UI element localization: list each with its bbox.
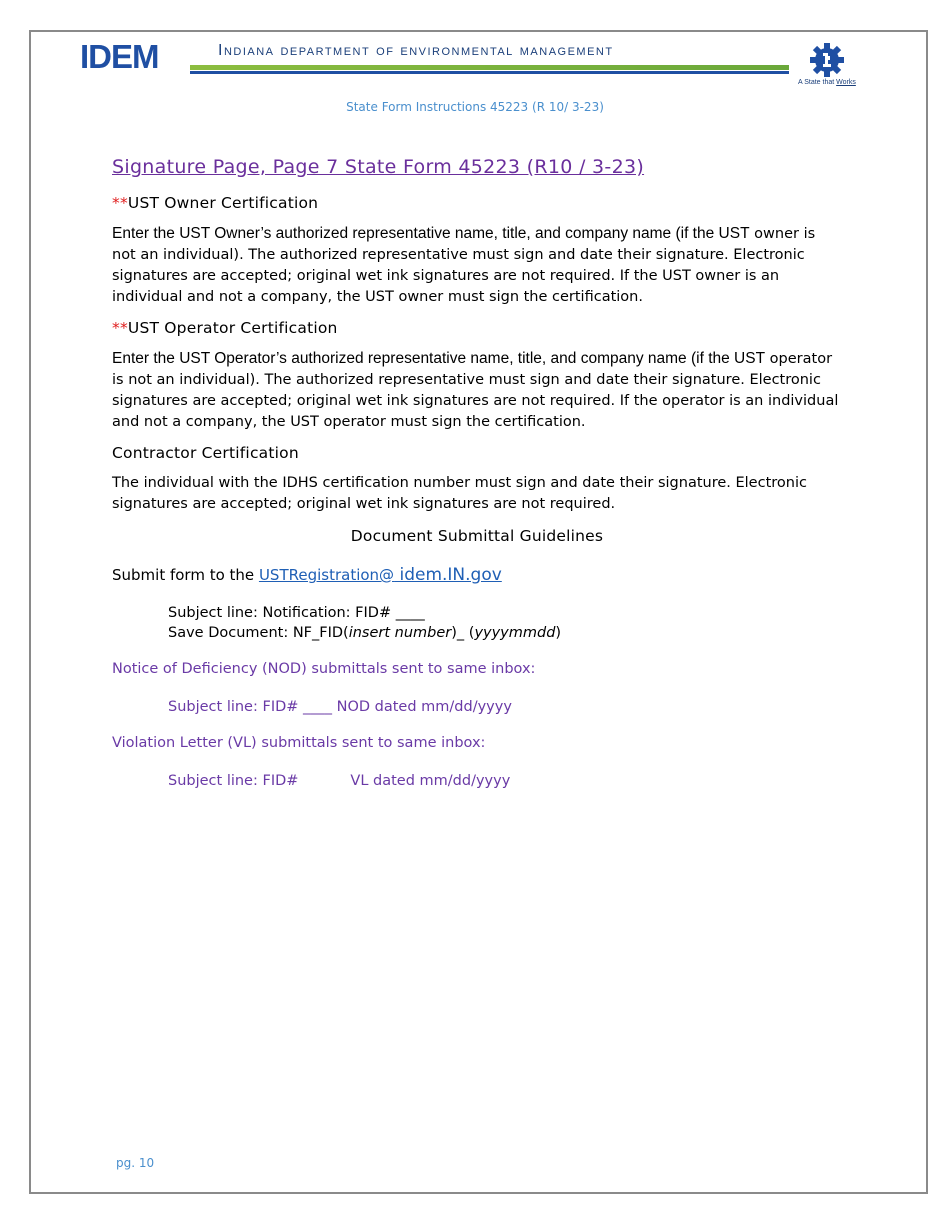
- indiana-gear-icon: [809, 42, 845, 78]
- vl-heading: Violation Letter (VL) submittals sent to same inbox:: [112, 735, 486, 751]
- guidelines-heading: Document Submittal Guidelines: [350, 527, 604, 545]
- form-reference: State Form Instructions 45223 (R 10/ 3-23): [346, 100, 604, 114]
- page-number: pg. 10: [116, 1156, 155, 1170]
- state-tagline: A State that Works: [798, 79, 856, 86]
- nod-heading: Notice of Deficiency (NOD) submittals sent to same inbox:: [112, 661, 536, 677]
- owner-cert-heading: **UST Owner Certification: [112, 194, 319, 212]
- owner-cert-text: Enter the UST Owner’s authorized representative name, title, and company name (if the UST owner is not an individual). The authorized representative must sign and date their signature. Electronic signatures are accepted; original wet ink signatures are not required. If the UST owner is an individual and not a company, the UST owner must sign the certification.: [112, 225, 816, 305]
- operator-cert-heading: **UST Operator Certification: [112, 319, 338, 337]
- vl-subject: Subject line: FID# VL dated mm/dd/yyyy: [168, 773, 511, 789]
- contractor-cert-heading: Contractor Certification: [112, 444, 299, 462]
- operator-cert-text: Enter the UST Operator’s authorized representative name, title, and company name (if the UST operator is not an individual). The authorized representative must sign and date their signature. Electronic signatures are accepted; original wet ink signatures are not required. If the operator is an individual and not a company, the UST operator must sign the certification.: [112, 350, 839, 430]
- page-title: Signature Page, Page 7 State Form 45223 (R10 / 3-23): [112, 156, 645, 178]
- save-document: Save Document: NF_FID(insert number)_ (yyyymmdd): [168, 625, 562, 641]
- email-link[interactable]: USTRegistration@ idem.IN.gov: [258, 565, 502, 585]
- notification-instructions: [112, 603, 842, 643]
- agency-name: Indiana department of environmental management: [218, 42, 614, 59]
- subject-line: Subject line: Notification: FID# ____: [168, 605, 425, 621]
- required-marker: **: [112, 194, 128, 212]
- contractor-cert-text: The individual with the IDHS certification number must sign and date their signature. Electronic signatures are accepted; original wet ink signatures are not required.: [112, 475, 807, 512]
- nod-subject: Subject line: FID# ____ NOD dated mm/dd/yyyy: [168, 699, 512, 715]
- submit-instruction: Submit form to the USTRegistration@ idem.IN.gov: [112, 565, 502, 585]
- header-rule-blue: [190, 71, 789, 74]
- idem-logo: IDEM: [80, 38, 159, 75]
- required-marker: **: [112, 319, 128, 337]
- header-rule-green: [190, 65, 789, 70]
- page-content: [112, 154, 842, 807]
